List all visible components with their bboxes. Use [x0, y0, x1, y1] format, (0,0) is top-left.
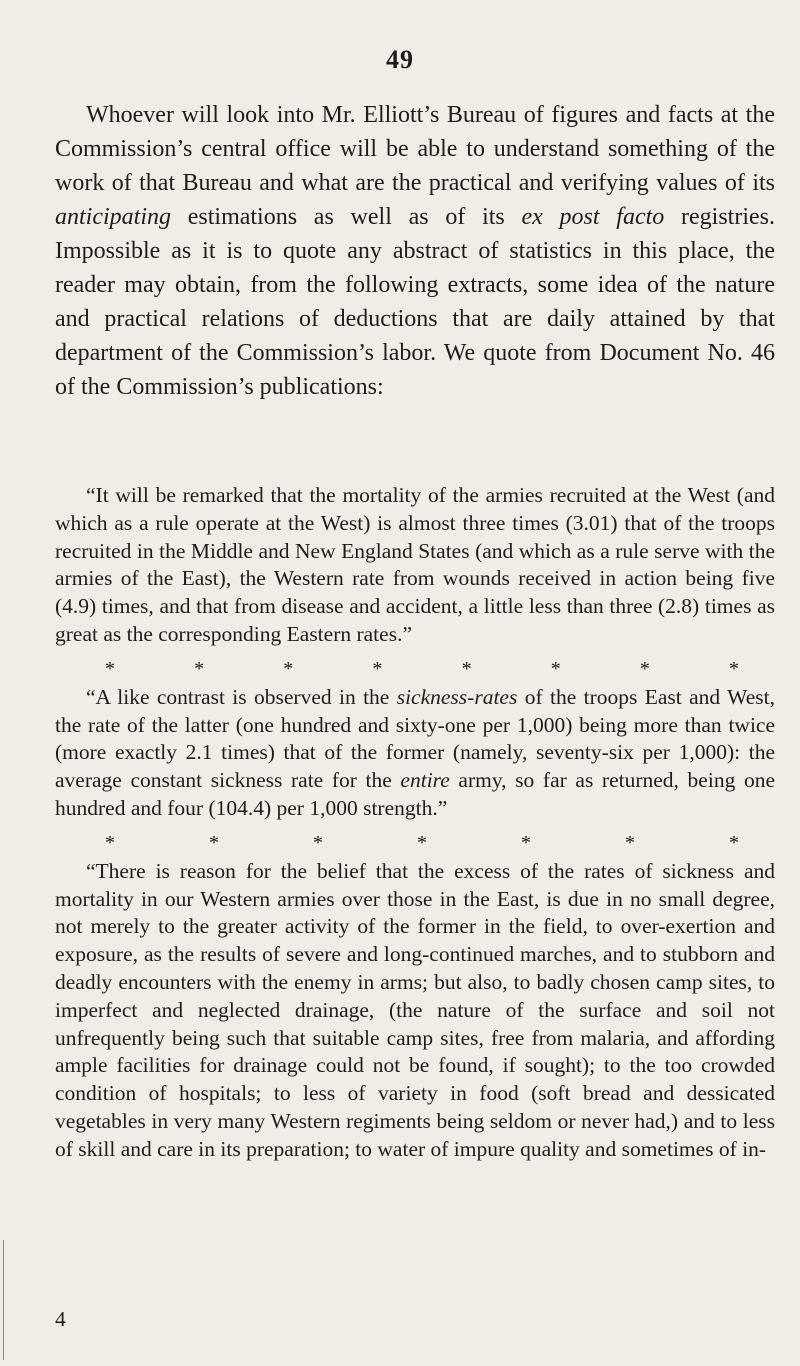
quoted-extracts — [55, 482, 775, 1164]
asterisk: * — [461, 657, 472, 680]
intro-text-1: Whoever will look into Mr. Elliott’s Bureau of figures and facts at the Commission’s central office will be able to understand something of the work of that Bureau and what are the practical and verifying values of its — [55, 102, 775, 196]
asterisk: * — [313, 831, 323, 854]
page-number: 49 — [386, 45, 414, 74]
asterisk: * — [417, 831, 427, 854]
asterism-divider-1 — [55, 654, 775, 684]
intro-paragraph — [55, 98, 775, 404]
quote-sickness-rates — [55, 684, 775, 823]
asterisk: * — [729, 831, 739, 854]
asterisk: * — [639, 657, 650, 680]
asterisk: * — [105, 831, 115, 854]
intro-text-2: estimations as well as of its — [171, 204, 522, 230]
asterisk: * — [550, 657, 561, 680]
quote-2-text-a: “A like contrast is observed in the — [86, 684, 397, 709]
asterism-divider-2 — [55, 828, 775, 858]
quote-excess-rates: “There is reason for the belief that the excess of the rates of sickness and mortality in our Western armies over those in the East, is due in no small degree, not merely to the greater activity of the former in the field, to over-exertion and exposure, as the results of severe and long-continued marches, and to stubborn and deadly encounters with the enemy in arms; but also, to badly chosen camp sites, to imperfect and neglected drainage, (the nature of the surface and soil not unfrequently being such that suitable camp sites, free from malaria, and affording ample facilities for drainage could not be found, if sought); to the too crowded condition of hospitals; to less of variety in food (soft bread and dessicated vegetables in very many Western regiments being seldom or never had,) and to less of skill and care in its preparation; to water of impure quality and sometimes of in- — [55, 858, 775, 1161]
page-edge-line — [3, 1240, 4, 1360]
asterisk: * — [521, 831, 531, 854]
quote-2-text-b: of the troops East and West, the rate of the latter (one hundred and sixty-one per 1,000) being more than twice (more exactly 2.1 times) that of the former (namely, seventy-six per 1,000): the average constant sickness rate for the — [55, 684, 775, 793]
intro-emphasis-anticipating: anticipating — [55, 204, 171, 230]
asterisk: * — [209, 831, 219, 854]
quote-2-emphasis-entire: entire — [400, 768, 450, 793]
asterisk: * — [283, 657, 294, 680]
intro-emphasis-ex-post-facto: ex post facto — [521, 204, 665, 230]
asterisk: * — [625, 831, 635, 854]
quote-2-emphasis-sickness-rates: sickness-rates — [396, 684, 518, 709]
signature-mark: 4 — [55, 1307, 66, 1331]
asterisk: * — [105, 657, 115, 680]
intro-text-3: registries. Impossible as it is to quote any abstract of statistics in this place, the reader may obtain, from the following extracts, some idea of the nature and practical relations of deductions that are daily attained by that department of the Commission’s labor. We quote from Document No. 46 of the Commission’s publications: — [55, 204, 775, 400]
quote-2-text-c: army, so far as returned, being one hundred and four (104.4) per 1,000 strength.” — [55, 768, 775, 820]
asterisk: * — [728, 657, 739, 680]
quote-mortality: “It will be remarked that the mortality of the armies recruited at the West (and which as a rule operate at the West) is almost three times (3.01) that of the troops recruited in the Middle and New England States (and which as a rule serve with the armies of the East), the Western rate from wounds received in action being five (4.9) times, and that from disease and accident, a little less than three (2.8) times as great as the corresponding Eastern rates.” — [55, 483, 775, 646]
asterisk: * — [194, 657, 205, 680]
asterisk: * — [372, 657, 383, 680]
